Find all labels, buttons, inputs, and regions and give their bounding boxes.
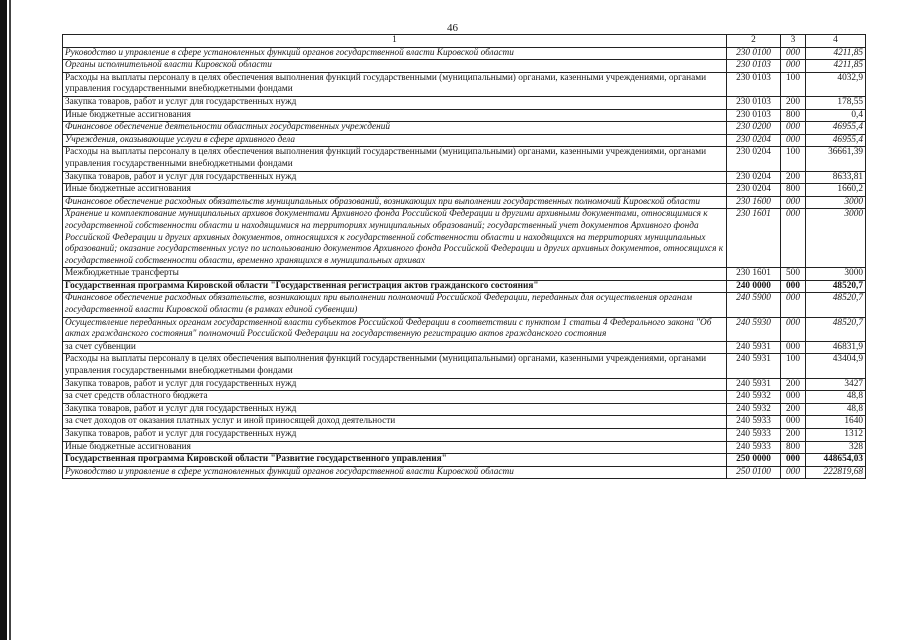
- row-expense-type: 800: [781, 184, 806, 197]
- row-amount: 3000: [806, 209, 866, 268]
- row-code: 230 0103: [727, 96, 781, 109]
- budget-table: [62, 34, 866, 479]
- row-name: Межбюджетные трансферты: [63, 268, 727, 281]
- table-row: [63, 109, 866, 122]
- row-name: Расходы на выплаты персоналу в целях обеспечения выполнения функций государственными (муниципальными) органами, казенными учреждениями, органами управления государственными внебюджетными фондами: [63, 72, 727, 96]
- row-name: за счет средств областного бюджета: [63, 391, 727, 404]
- row-code: 240 5931: [727, 378, 781, 391]
- row-code: 240 5931: [727, 354, 781, 378]
- row-amount: 8633,81: [806, 171, 866, 184]
- header-col-4: 4: [806, 35, 866, 48]
- row-code: 230 0103: [727, 72, 781, 96]
- row-name: Государственная программа Кировской области "Развитие государственного управления": [63, 454, 727, 467]
- row-code: 240 5930: [727, 317, 781, 341]
- row-name: Расходы на выплаты персоналу в целях обеспечения выполнения функций государственными (муниципальными) органами, казенными учреждениями, органами управления государственными внебюджетными фондами: [63, 354, 727, 378]
- row-amount: 4032,9: [806, 72, 866, 96]
- row-code: 230 0204: [727, 134, 781, 147]
- table-row: [63, 403, 866, 416]
- row-name: за счет субвенции: [63, 341, 727, 354]
- row-expense-type: 000: [781, 341, 806, 354]
- row-code: 240 5933: [727, 416, 781, 429]
- row-amount: 0,4: [806, 109, 866, 122]
- table-row: [63, 293, 866, 317]
- row-amount: 178,55: [806, 96, 866, 109]
- row-code: 230 0204: [727, 184, 781, 197]
- row-expense-type: 000: [781, 122, 806, 135]
- row-amount: 222819,68: [806, 466, 866, 479]
- row-expense-type: 000: [781, 454, 806, 467]
- table-row: [63, 466, 866, 479]
- row-expense-type: 000: [781, 466, 806, 479]
- header-col-2: 2: [727, 35, 781, 48]
- row-expense-type: 200: [781, 403, 806, 416]
- row-code: 230 0103: [727, 109, 781, 122]
- table-row: [63, 196, 866, 209]
- row-amount: 4211,85: [806, 60, 866, 73]
- table-row: [63, 47, 866, 60]
- row-amount: 4211,85: [806, 47, 866, 60]
- row-amount: 3000: [806, 196, 866, 209]
- row-expense-type: 000: [781, 209, 806, 268]
- row-amount: 48520,7: [806, 317, 866, 341]
- row-code: 240 5933: [727, 441, 781, 454]
- table-row: [63, 429, 866, 442]
- row-name: Иные бюджетные ассигнования: [63, 441, 727, 454]
- row-name: Финансовое обеспечение расходных обязательств, возникающих при выполнении полномочий Российской Федерации, переданных для осуществления органам государственной власти Кировской области (в рамках единой субвенции): [63, 293, 727, 317]
- row-expense-type: 800: [781, 441, 806, 454]
- page-number: 46: [447, 22, 458, 34]
- row-code: 250 0100: [727, 466, 781, 479]
- budget-table-body: [63, 35, 866, 479]
- table-row: [63, 60, 866, 73]
- row-amount: 448654,03: [806, 454, 866, 467]
- table-row: [63, 441, 866, 454]
- row-expense-type: 000: [781, 60, 806, 73]
- row-amount: 1660,2: [806, 184, 866, 197]
- table-row: [63, 378, 866, 391]
- row-amount: 48,8: [806, 391, 866, 404]
- binding-edge: [0, 0, 7, 640]
- row-expense-type: 500: [781, 268, 806, 281]
- table-row: [63, 354, 866, 378]
- row-name: Закупка товаров, работ и услуг для государственных нужд: [63, 96, 727, 109]
- row-expense-type: 100: [781, 147, 806, 171]
- row-amount: 46831,9: [806, 341, 866, 354]
- table-row: [63, 171, 866, 184]
- row-code: 230 0103: [727, 60, 781, 73]
- row-code: 230 0200: [727, 122, 781, 135]
- row-amount: 46955,4: [806, 122, 866, 135]
- table-row: [63, 134, 866, 147]
- row-code: 230 0204: [727, 147, 781, 171]
- row-code: 240 5932: [727, 403, 781, 416]
- row-expense-type: 200: [781, 429, 806, 442]
- row-expense-type: 000: [781, 196, 806, 209]
- row-name: Учреждения, оказывающие услуги в сфере архивного дела: [63, 134, 727, 147]
- row-code: 240 5931: [727, 341, 781, 354]
- table-row: [63, 96, 866, 109]
- row-code: 230 1601: [727, 268, 781, 281]
- row-expense-type: 100: [781, 72, 806, 96]
- table-row: [63, 184, 866, 197]
- row-code: 230 0100: [727, 47, 781, 60]
- table-row: [63, 454, 866, 467]
- table-row: [63, 268, 866, 281]
- row-name: Закупка товаров, работ и услуг для государственных нужд: [63, 171, 727, 184]
- row-expense-type: 200: [781, 96, 806, 109]
- row-name: Расходы на выплаты персоналу в целях обеспечения выполнения функций государственными (муниципальными) органами, казенными учреждениями, органами управления государственными внебюджетными фондами: [63, 147, 727, 171]
- table-row: [63, 391, 866, 404]
- row-expense-type: 000: [781, 391, 806, 404]
- row-code: 240 5932: [727, 391, 781, 404]
- row-name: Иные бюджетные ассигнования: [63, 184, 727, 197]
- row-amount: 48,8: [806, 403, 866, 416]
- row-expense-type: 000: [781, 47, 806, 60]
- row-amount: 48520,7: [806, 280, 866, 293]
- row-code: 240 5933: [727, 429, 781, 442]
- binding-edge-line: [9, 0, 11, 640]
- row-name: Закупка товаров, работ и услуг для государственных нужд: [63, 403, 727, 416]
- row-amount: 3000: [806, 268, 866, 281]
- row-name: Органы исполнительной власти Кировской области: [63, 60, 727, 73]
- header-col-3: 3: [781, 35, 806, 48]
- row-name: Иные бюджетные ассигнования: [63, 109, 727, 122]
- row-expense-type: 200: [781, 171, 806, 184]
- row-amount: 328: [806, 441, 866, 454]
- row-name: Руководство и управление в сфере установленных функций органов государственной власти Кировской области: [63, 466, 727, 479]
- row-amount: 46955,4: [806, 134, 866, 147]
- table-row: [63, 416, 866, 429]
- row-code: 240 5900: [727, 293, 781, 317]
- row-name: Руководство и управление в сфере установленных функций органов государственной власти Кировской области: [63, 47, 727, 60]
- table-row: [63, 280, 866, 293]
- row-name: Финансовое обеспечение деятельности областных государственных учреждений: [63, 122, 727, 135]
- row-name: Осуществление переданных органам государственной власти субъектов Российской Федерации в соответствии с пунктом 1 статьи 4 Федерального закона "Об актах гражданского состояния" полномочий Российской Федерации на государственную регистрацию актов гражданского состояния: [63, 317, 727, 341]
- table-row: [63, 72, 866, 96]
- row-name: Финансовое обеспечение расходных обязательств муниципальных образований, возникающих при выполнении государственных полномочий Кировской области: [63, 196, 727, 209]
- header-row: [63, 35, 866, 48]
- row-expense-type: 000: [781, 134, 806, 147]
- row-expense-type: 000: [781, 293, 806, 317]
- table-row: [63, 122, 866, 135]
- row-expense-type: 100: [781, 354, 806, 378]
- row-amount: 48520,7: [806, 293, 866, 317]
- row-name: Государственная программа Кировской области "Государственная регистрация актов гражданского состояния": [63, 280, 727, 293]
- row-name: за счет доходов от оказания платных услуг и иной приносящей доход деятельности: [63, 416, 727, 429]
- table-row: [63, 341, 866, 354]
- row-amount: 36661,39: [806, 147, 866, 171]
- row-expense-type: 000: [781, 416, 806, 429]
- row-code: 230 1601: [727, 209, 781, 268]
- row-expense-type: 000: [781, 317, 806, 341]
- row-amount: 43404,9: [806, 354, 866, 378]
- row-code: 250 0000: [727, 454, 781, 467]
- row-amount: 3427: [806, 378, 866, 391]
- row-amount: 1312: [806, 429, 866, 442]
- header-col-1: 1: [63, 35, 727, 48]
- table-row: [63, 317, 866, 341]
- table-row: [63, 147, 866, 171]
- row-name: Закупка товаров, работ и услуг для государственных нужд: [63, 429, 727, 442]
- row-name: Хранение и комплектование муниципальных архивов документами Архивного фонда Российской Федерации и другими архивными документами, относящимися к государственной собственности области и находящимися на территориях муниципальных образований; государственный учет документов Архивного фонда Российской Федерации и других архивных документов, относящихся к государственной собственности области и находящихся на территориях муниципальных образований; оказание государственных услуг по использованию документов Архивного фонда Российской Федерации и других архивных документов, относящихся к государственной собственности области, временно хранящихся в муниципальных архивах: [63, 209, 727, 268]
- row-expense-type: 000: [781, 280, 806, 293]
- table-row: [63, 209, 866, 268]
- row-amount: 1640: [806, 416, 866, 429]
- row-code: 230 1600: [727, 196, 781, 209]
- row-code: 240 0000: [727, 280, 781, 293]
- row-name: Закупка товаров, работ и услуг для государственных нужд: [63, 378, 727, 391]
- row-code: 230 0204: [727, 171, 781, 184]
- row-expense-type: 800: [781, 109, 806, 122]
- row-expense-type: 200: [781, 378, 806, 391]
